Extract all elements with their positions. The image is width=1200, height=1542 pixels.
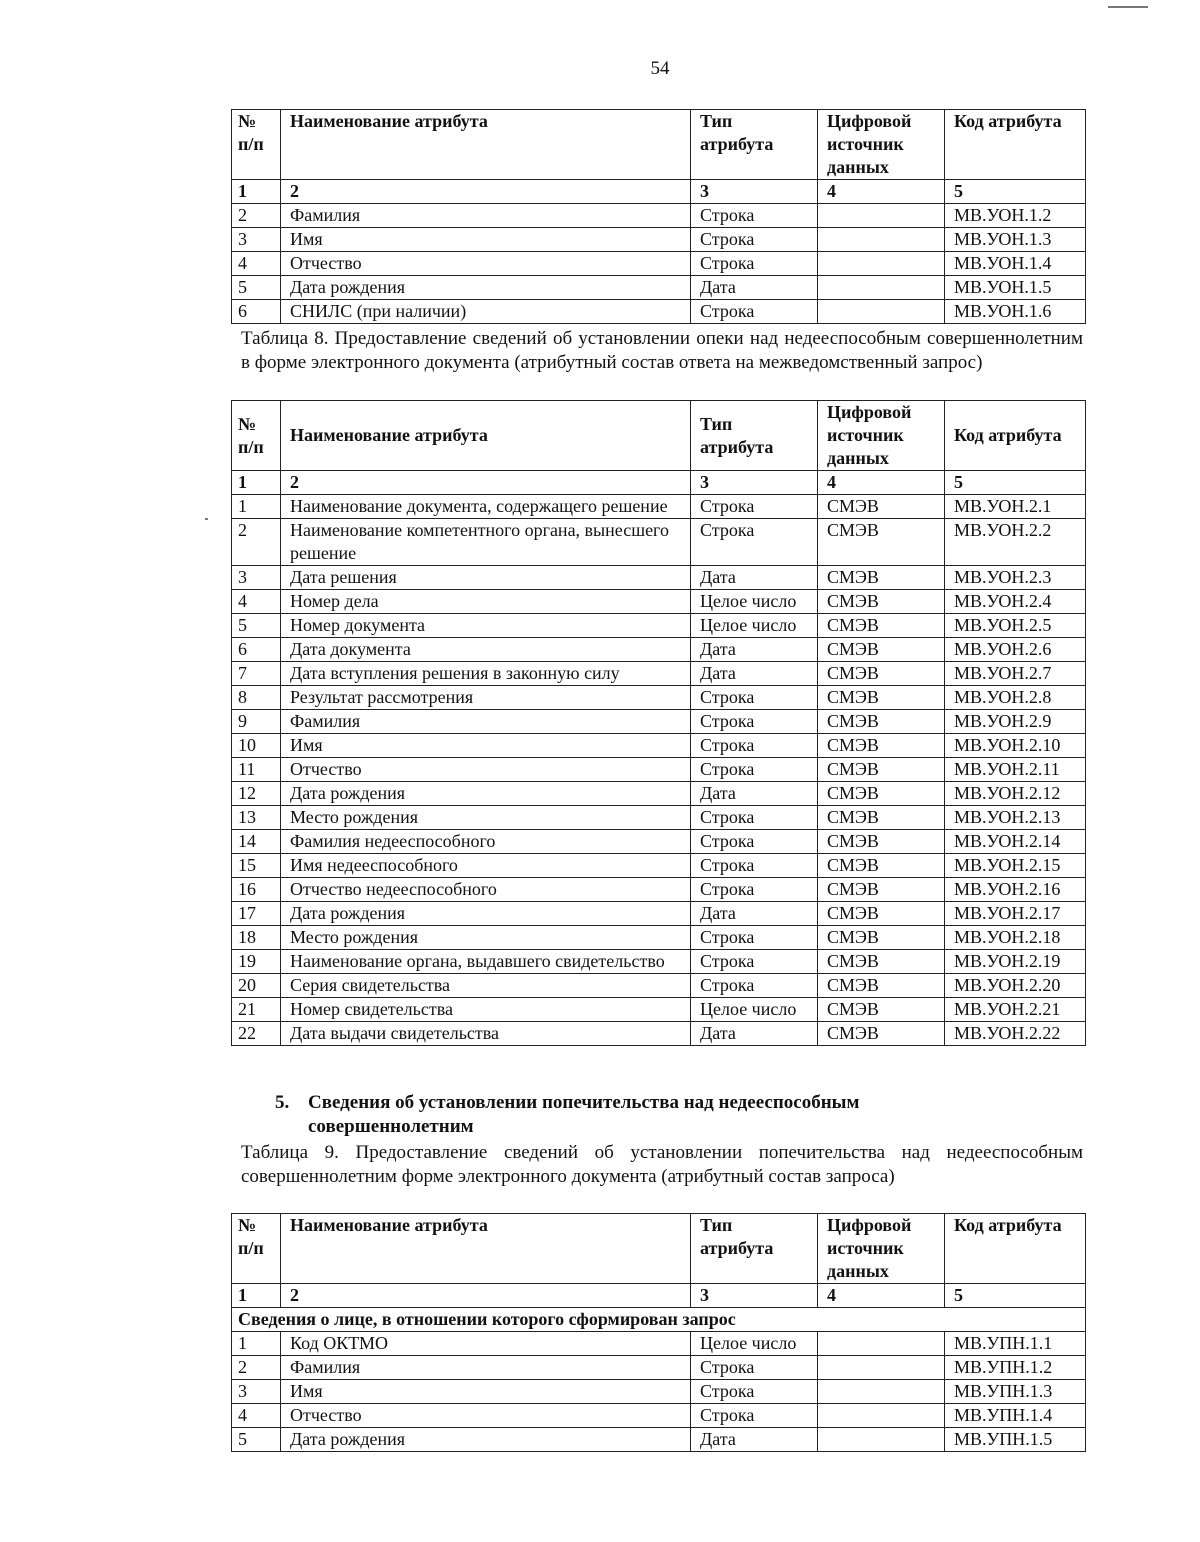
- cell-attribute-code: МВ.УОН.2.19: [945, 950, 1086, 974]
- table-header-row: [232, 1214, 1086, 1284]
- cell-data-source: СМЭВ: [818, 902, 945, 926]
- table-9-caption: Таблица 9. Предоставление сведений об установлении попечительства над недееспособным совершеннолетним форме электронного документа (атрибутный состав запроса): [241, 1142, 1083, 1187]
- cell-number: 11: [232, 758, 281, 782]
- cell-number: 4: [232, 252, 281, 276]
- cell-attribute-code: МВ.УОН.2.3: [945, 566, 1086, 590]
- cell-attribute-type: Строка: [691, 758, 818, 782]
- cell-number: 18: [232, 926, 281, 950]
- cell-attribute-type: Строка: [691, 1380, 818, 1404]
- cell-number: 6: [232, 638, 281, 662]
- table-row: [232, 519, 1086, 566]
- cell-number: 22: [232, 1022, 281, 1046]
- cell-data-source: СМЭВ: [818, 878, 945, 902]
- header-data-source: Цифровой источник данных: [818, 401, 945, 471]
- table-row: [232, 1404, 1086, 1428]
- column-number: 2: [281, 180, 691, 204]
- table-row: [232, 1428, 1086, 1452]
- cell-data-source: СМЭВ: [818, 1022, 945, 1046]
- column-number-row: [232, 180, 1086, 204]
- cell-attribute-name: Наименование органа, выдавшего свидетельство: [281, 950, 691, 974]
- cell-attribute-type: Строка: [691, 830, 818, 854]
- header-data-source: Цифровой источник данных: [818, 1214, 945, 1284]
- table-row: [232, 1380, 1086, 1404]
- cell-data-source: СМЭВ: [818, 590, 945, 614]
- cell-attribute-code: МВ.УОН.2.20: [945, 974, 1086, 998]
- cell-attribute-code: МВ.УОН.2.7: [945, 662, 1086, 686]
- cell-number: 4: [232, 1404, 281, 1428]
- cell-data-source: [818, 1356, 945, 1380]
- cell-attribute-name: Фамилия: [281, 204, 691, 228]
- cell-attribute-name: Место рождения: [281, 806, 691, 830]
- cell-attribute-type: Целое число: [691, 1332, 818, 1356]
- cell-attribute-code: МВ.УОН.1.4: [945, 252, 1086, 276]
- cell-data-source: СМЭВ: [818, 662, 945, 686]
- table-row: [232, 204, 1086, 228]
- cell-attribute-name: Номер документа: [281, 614, 691, 638]
- cell-attribute-type: Строка: [691, 878, 818, 902]
- column-number: 1: [232, 180, 281, 204]
- cell-attribute-name: Дата выдачи свидетельства: [281, 1022, 691, 1046]
- cell-attribute-type: Дата: [691, 1428, 818, 1452]
- cell-attribute-name: Имя: [281, 734, 691, 758]
- cell-attribute-code: МВ.УОН.2.2: [945, 519, 1086, 566]
- cell-attribute-code: МВ.УОН.2.5: [945, 614, 1086, 638]
- column-number: 3: [691, 180, 818, 204]
- header-attribute-type: Тип атрибута: [691, 401, 818, 471]
- cell-number: 19: [232, 950, 281, 974]
- column-number: 5: [945, 471, 1086, 495]
- table-row: [232, 1332, 1086, 1356]
- cell-attribute-type: Дата: [691, 276, 818, 300]
- cell-attribute-code: МВ.УОН.2.9: [945, 710, 1086, 734]
- cell-attribute-code: МВ.УОН.2.14: [945, 830, 1086, 854]
- cell-number: 1: [232, 1332, 281, 1356]
- table-row: [232, 830, 1086, 854]
- header-attribute-code: Код атрибута: [945, 401, 1086, 471]
- cell-attribute-type: Строка: [691, 806, 818, 830]
- cell-attribute-type: Дата: [691, 638, 818, 662]
- cell-attribute-code: МВ.УПН.1.2: [945, 1356, 1086, 1380]
- column-number: 5: [945, 1284, 1086, 1308]
- header-number: № п/п: [232, 110, 281, 180]
- cell-attribute-type: Строка: [691, 519, 818, 566]
- header-attribute-code: Код атрибута: [945, 110, 1086, 180]
- table-row: [232, 300, 1086, 324]
- table-row: [232, 1356, 1086, 1380]
- table-row: [232, 638, 1086, 662]
- column-number: 1: [232, 1284, 281, 1308]
- cell-attribute-type: Дата: [691, 662, 818, 686]
- cell-number: 6: [232, 300, 281, 324]
- header-number: № п/п: [232, 401, 281, 471]
- table-row: [232, 1022, 1086, 1046]
- cell-attribute-code: МВ.УОН.2.17: [945, 902, 1086, 926]
- cell-number: 5: [232, 276, 281, 300]
- cell-data-source: СМЭВ: [818, 830, 945, 854]
- table-header-row: [232, 401, 1086, 471]
- cell-attribute-name: Дата рождения: [281, 782, 691, 806]
- page-number: 54: [650, 58, 670, 79]
- cell-number: 3: [232, 566, 281, 590]
- table-row: [232, 734, 1086, 758]
- scan-speck: [205, 518, 208, 520]
- cell-attribute-type: Целое число: [691, 614, 818, 638]
- cell-data-source: СМЭВ: [818, 734, 945, 758]
- cell-data-source: СМЭВ: [818, 566, 945, 590]
- column-number: 4: [818, 471, 945, 495]
- cell-data-source: [818, 252, 945, 276]
- header-attribute-type: Тип атрибута: [691, 110, 818, 180]
- cell-number: 3: [232, 228, 281, 252]
- cell-data-source: СМЭВ: [818, 926, 945, 950]
- cell-data-source: СМЭВ: [818, 806, 945, 830]
- cell-attribute-type: Строка: [691, 926, 818, 950]
- table-row: [232, 902, 1086, 926]
- table-row: [232, 806, 1086, 830]
- cell-number: 2: [232, 204, 281, 228]
- cell-number: 15: [232, 854, 281, 878]
- section-5-heading: [275, 1091, 859, 1139]
- cell-attribute-code: МВ.УОН.1.6: [945, 300, 1086, 324]
- cell-data-source: СМЭВ: [818, 495, 945, 519]
- cell-data-source: [818, 1332, 945, 1356]
- cell-attribute-name: Место рождения: [281, 926, 691, 950]
- cell-number: 21: [232, 998, 281, 1022]
- cell-attribute-code: МВ.УОН.2.18: [945, 926, 1086, 950]
- cell-attribute-code: МВ.УОН.2.8: [945, 686, 1086, 710]
- cell-data-source: [818, 204, 945, 228]
- table-row: [232, 974, 1086, 998]
- cell-attribute-type: Строка: [691, 974, 818, 998]
- cell-attribute-name: Отчество недееспособного: [281, 878, 691, 902]
- table-header-row: [232, 110, 1086, 180]
- column-number: 1: [232, 471, 281, 495]
- cell-attribute-code: МВ.УОН.2.10: [945, 734, 1086, 758]
- cell-attribute-type: Строка: [691, 710, 818, 734]
- cell-number: 20: [232, 974, 281, 998]
- corner-mark: [1108, 6, 1148, 8]
- table-row: [232, 252, 1086, 276]
- cell-number: 5: [232, 1428, 281, 1452]
- cell-number: 17: [232, 902, 281, 926]
- cell-attribute-type: Целое число: [691, 998, 818, 1022]
- cell-attribute-code: МВ.УОН.2.4: [945, 590, 1086, 614]
- cell-number: 2: [232, 519, 281, 566]
- cell-attribute-code: МВ.УОН.2.15: [945, 854, 1086, 878]
- cell-attribute-name: Результат рассмотрения: [281, 686, 691, 710]
- cell-number: 5: [232, 614, 281, 638]
- cell-attribute-name: Дата документа: [281, 638, 691, 662]
- column-number-row: [232, 471, 1086, 495]
- cell-data-source: СМЭВ: [818, 782, 945, 806]
- cell-data-source: СМЭВ: [818, 854, 945, 878]
- cell-attribute-type: Строка: [691, 252, 818, 276]
- cell-attribute-code: МВ.УПН.1.5: [945, 1428, 1086, 1452]
- table-9: [231, 1213, 1086, 1452]
- cell-attribute-code: МВ.УОН.2.16: [945, 878, 1086, 902]
- cell-number: 14: [232, 830, 281, 854]
- table-row: [232, 758, 1086, 782]
- cell-number: 16: [232, 878, 281, 902]
- cell-number: 9: [232, 710, 281, 734]
- cell-number: 10: [232, 734, 281, 758]
- cell-number: 1: [232, 495, 281, 519]
- cell-attribute-code: МВ.УОН.2.6: [945, 638, 1086, 662]
- table-8: [231, 400, 1086, 1046]
- cell-attribute-name: Наименование компетентного органа, вынесшего решение: [281, 519, 691, 566]
- cell-attribute-code: МВ.УОН.1.3: [945, 228, 1086, 252]
- cell-attribute-type: Дата: [691, 566, 818, 590]
- table-row: [232, 566, 1086, 590]
- column-number: 3: [691, 471, 818, 495]
- cell-data-source: СМЭВ: [818, 686, 945, 710]
- header-attribute-type: Тип атрибута: [691, 1214, 818, 1284]
- table-row: [232, 614, 1086, 638]
- cell-data-source: [818, 276, 945, 300]
- cell-attribute-name: Номер свидетельства: [281, 998, 691, 1022]
- table-row: [232, 686, 1086, 710]
- header-attribute-code: Код атрибута: [945, 1214, 1086, 1284]
- cell-data-source: [818, 1380, 945, 1404]
- cell-attribute-type: Строка: [691, 1356, 818, 1380]
- cell-attribute-type: Строка: [691, 734, 818, 758]
- section-row: [232, 1308, 1086, 1332]
- cell-attribute-type: Строка: [691, 204, 818, 228]
- cell-attribute-name: Отчество: [281, 758, 691, 782]
- table-row: [232, 854, 1086, 878]
- cell-attribute-code: МВ.УОН.2.11: [945, 758, 1086, 782]
- table-row: [232, 998, 1086, 1022]
- cell-data-source: [818, 1428, 945, 1452]
- cell-attribute-name: Фамилия: [281, 1356, 691, 1380]
- header-attribute-name: Наименование атрибута: [281, 401, 691, 471]
- cell-data-source: СМЭВ: [818, 614, 945, 638]
- cell-number: 7: [232, 662, 281, 686]
- column-number: 2: [281, 471, 691, 495]
- table-row: [232, 228, 1086, 252]
- table-row: [232, 950, 1086, 974]
- cell-attribute-name: Имя: [281, 1380, 691, 1404]
- cell-data-source: СМЭВ: [818, 974, 945, 998]
- cell-attribute-name: Отчество: [281, 252, 691, 276]
- column-number-row: [232, 1284, 1086, 1308]
- cell-attribute-code: МВ.УОН.1.5: [945, 276, 1086, 300]
- cell-attribute-type: Строка: [691, 228, 818, 252]
- cell-number: 2: [232, 1356, 281, 1380]
- column-number: 4: [818, 180, 945, 204]
- table-row: [232, 782, 1086, 806]
- column-number: 2: [281, 1284, 691, 1308]
- cell-attribute-code: МВ.УОН.2.12: [945, 782, 1086, 806]
- cell-data-source: СМЭВ: [818, 519, 945, 566]
- cell-attribute-code: МВ.УОН.2.1: [945, 495, 1086, 519]
- cell-attribute-name: Номер дела: [281, 590, 691, 614]
- cell-attribute-type: Строка: [691, 1404, 818, 1428]
- cell-attribute-code: МВ.УОН.2.21: [945, 998, 1086, 1022]
- cell-attribute-type: Строка: [691, 950, 818, 974]
- cell-number: 4: [232, 590, 281, 614]
- table-row: [232, 878, 1086, 902]
- column-number: 4: [818, 1284, 945, 1308]
- cell-attribute-name: Дата решения: [281, 566, 691, 590]
- cell-attribute-code: МВ.УОН.1.2: [945, 204, 1086, 228]
- cell-number: 13: [232, 806, 281, 830]
- cell-data-source: [818, 300, 945, 324]
- cell-data-source: СМЭВ: [818, 950, 945, 974]
- cell-attribute-name: Код ОКТМО: [281, 1332, 691, 1356]
- cell-number: 3: [232, 1380, 281, 1404]
- cell-attribute-name: Фамилия недееспособного: [281, 830, 691, 854]
- cell-attribute-code: МВ.УПН.1.4: [945, 1404, 1086, 1428]
- table-8-caption: Таблица 8. Предоставление сведений об установлении опеки над недееспособным совершеннолетним в форме электронного документа (атрибутный состав ответа на межведомственный запрос): [241, 328, 1083, 373]
- cell-attribute-name: СНИЛС (при наличии): [281, 300, 691, 324]
- header-attribute-name: Наименование атрибута: [281, 1214, 691, 1284]
- section-number: 5.: [275, 1092, 290, 1113]
- cell-attribute-type: Дата: [691, 902, 818, 926]
- table-row: [232, 495, 1086, 519]
- table-7-continuation: [231, 109, 1086, 324]
- cell-attribute-type: Дата: [691, 782, 818, 806]
- table-row: [232, 276, 1086, 300]
- cell-data-source: СМЭВ: [818, 998, 945, 1022]
- cell-attribute-name: Дата вступления решения в законную силу: [281, 662, 691, 686]
- header-number: № п/п: [232, 1214, 281, 1284]
- cell-data-source: СМЭВ: [818, 638, 945, 662]
- cell-attribute-name: Наименование документа, содержащего решение: [281, 495, 691, 519]
- cell-data-source: СМЭВ: [818, 758, 945, 782]
- cell-attribute-code: МВ.УПН.1.1: [945, 1332, 1086, 1356]
- cell-attribute-code: МВ.УПН.1.3: [945, 1380, 1086, 1404]
- cell-attribute-code: МВ.УОН.2.13: [945, 806, 1086, 830]
- header-attribute-name: Наименование атрибута: [281, 110, 691, 180]
- section-label: Сведения о лице, в отношении которого сформирован запрос: [232, 1308, 1086, 1332]
- table-row: [232, 662, 1086, 686]
- cell-attribute-type: Дата: [691, 1022, 818, 1046]
- table-row: [232, 710, 1086, 734]
- column-number: 5: [945, 180, 1086, 204]
- header-data-source: Цифровой источник данных: [818, 110, 945, 180]
- section-title: Сведения об установлении попечительства над недееспособным: [308, 1092, 860, 1113]
- section-title-continuation: совершеннолетним: [308, 1116, 474, 1137]
- cell-data-source: [818, 1404, 945, 1428]
- cell-attribute-type: Строка: [691, 300, 818, 324]
- cell-attribute-type: Строка: [691, 495, 818, 519]
- cell-attribute-name: Имя недееспособного: [281, 854, 691, 878]
- cell-attribute-name: Дата рождения: [281, 1428, 691, 1452]
- cell-attribute-code: МВ.УОН.2.22: [945, 1022, 1086, 1046]
- cell-attribute-name: Дата рождения: [281, 276, 691, 300]
- cell-attribute-type: Строка: [691, 854, 818, 878]
- cell-attribute-type: Строка: [691, 686, 818, 710]
- cell-number: 8: [232, 686, 281, 710]
- cell-number: 12: [232, 782, 281, 806]
- cell-attribute-name: Серия свидетельства: [281, 974, 691, 998]
- column-number: 3: [691, 1284, 818, 1308]
- cell-attribute-type: Целое число: [691, 590, 818, 614]
- cell-data-source: [818, 228, 945, 252]
- table-row: [232, 926, 1086, 950]
- cell-attribute-name: Фамилия: [281, 710, 691, 734]
- table-row: [232, 590, 1086, 614]
- cell-attribute-name: Отчество: [281, 1404, 691, 1428]
- cell-data-source: СМЭВ: [818, 710, 945, 734]
- cell-attribute-name: Дата рождения: [281, 902, 691, 926]
- cell-attribute-name: Имя: [281, 228, 691, 252]
